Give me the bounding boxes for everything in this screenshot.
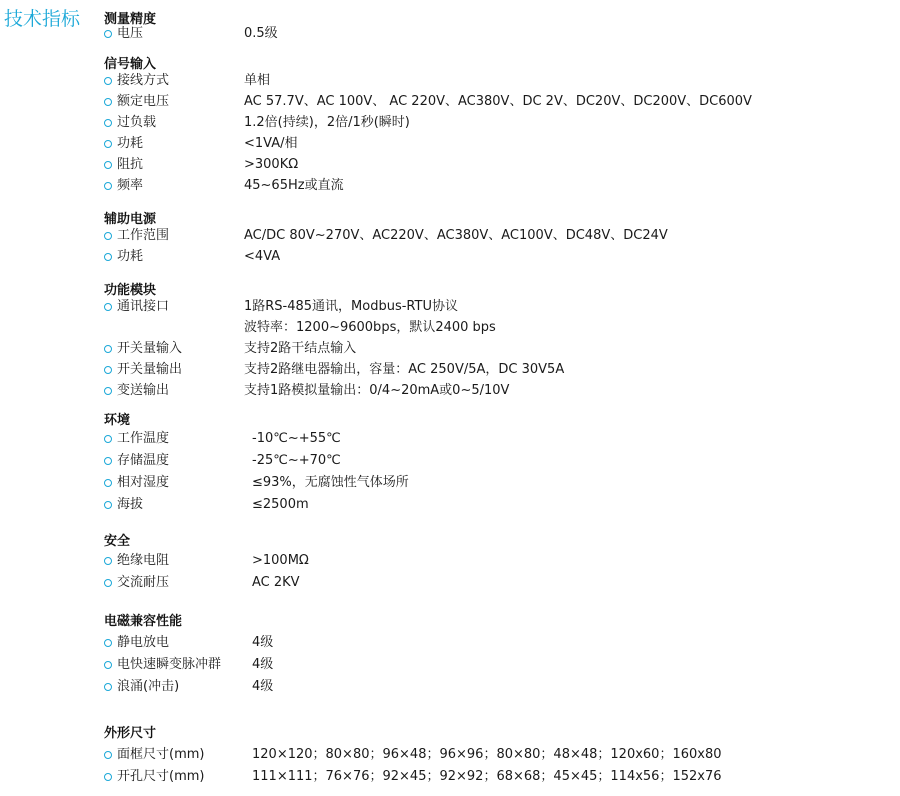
spec-label: 开关量输出 [117,362,183,377]
spec-label: 开孔尺寸(mm) [117,769,205,784]
bullet-icon [104,77,112,85]
spec-label: 功耗 [117,249,144,264]
spec-value: <1VA/相 [244,136,298,151]
spec-value: 111×111；76×76；92×45；92×92；68×68；45×45；114x56；152x76 [252,769,722,784]
spec-label: 变送输出 [117,383,170,398]
spec-label: 功耗 [117,136,144,151]
section-title-env: 环境 [104,413,131,428]
spec-value: >100MΩ [252,553,309,568]
bullet-icon [104,232,112,240]
bullet-icon [104,457,112,465]
bullet-icon [104,182,112,190]
section-title-aux: 辅助电源 [104,212,157,227]
spec-label: 静电放电 [117,635,170,650]
spec-label: 相对湿度 [117,475,170,490]
spec-value: -10℃~+55℃ [252,431,341,446]
spec-value: <4VA [244,249,281,264]
spec-value: 单相 [244,73,271,88]
bullet-icon [104,661,112,669]
bullet-icon [104,253,112,261]
bullet-icon [104,751,112,759]
spec-value: 4级 [252,679,274,694]
bullet-icon [104,501,112,509]
spec-label: 交流耐压 [117,575,170,590]
bullet-icon [104,366,112,374]
spec-value: -25℃~+70℃ [252,453,341,468]
bullet-icon [104,303,112,311]
spec-value: 120×120；80×80；96×48；96×96；80×80；48×48；120x60；160x80 [252,747,722,762]
spec-label: 海拔 [117,497,144,512]
spec-value: 4级 [252,657,274,672]
bullet-icon [104,773,112,781]
spec-value: AC/DC 80V~270V、AC220V、AC380V、AC100V、DC48V、DC24V [244,228,668,243]
page-title: 技术指标 [4,8,81,30]
bullet-icon [104,119,112,127]
bullet-icon [104,479,112,487]
bullet-icon [104,98,112,106]
section-title-emc: 电磁兼容性能 [104,614,183,629]
section-title-signal: 信号输入 [104,57,157,72]
spec-label: 存储温度 [117,453,170,468]
bullet-icon [104,30,112,38]
spec-label: 频率 [117,178,144,193]
spec-label: 工作温度 [117,431,170,446]
bullet-icon [104,345,112,353]
spec-label: 接线方式 [117,73,170,88]
spec-value: 支持2路干结点输入 [244,341,357,356]
section-title-size: 外形尺寸 [104,726,157,741]
spec-value-continued: 波特率：1200~9600bps，默认2400 bps [244,320,496,335]
spec-label: 阻抗 [117,157,144,172]
bullet-icon [104,683,112,691]
spec-label: 电压 [117,26,144,41]
spec-value: 支持1路模拟量输出：0/4~20mA或0~5/10V [244,383,510,398]
section-title-measure: 测量精度 [104,12,157,27]
spec-label: 开关量输入 [117,341,183,356]
bullet-icon [104,579,112,587]
spec-label: 浪涌(冲击) [117,679,180,694]
bullet-icon [104,161,112,169]
bullet-icon [104,639,112,647]
section-title-func: 功能模块 [104,283,157,298]
bullet-icon [104,557,112,565]
spec-value: AC 57.7V、AC 100V、 AC 220V、AC380V、DC 2V、DC20V、DC200V、DC600V [244,94,752,109]
spec-label: 通讯接口 [117,299,170,314]
spec-value: 0.5级 [244,26,278,41]
spec-value: 支持2路继电器输出，容量：AC 250V/5A，DC 30V5A [244,362,565,377]
bullet-icon [104,140,112,148]
bullet-icon [104,435,112,443]
spec-value: 4级 [252,635,274,650]
spec-value: >300KΩ [244,157,299,172]
section-title-safety: 安全 [104,534,131,549]
spec-label: 绝缘电阻 [117,553,170,568]
spec-label: 过负载 [117,115,157,130]
spec-label: 额定电压 [117,94,170,109]
spec-value: ≤2500m [252,497,309,512]
spec-value: 45~65Hz或直流 [244,178,344,193]
spec-value: ≤93%，无腐蚀性气体场所 [252,475,409,490]
spec-label: 电快速瞬变脉冲群 [117,657,222,672]
spec-value: 1路RS-485通讯，Modbus-RTU协议 [244,299,458,314]
spec-label: 面框尺寸(mm) [117,747,205,762]
spec-label: 工作范围 [117,228,170,243]
spec-value: 1.2倍(持续)，2倍/1秒(瞬时) [244,115,410,130]
bullet-icon [104,387,112,395]
spec-value: AC 2KV [252,575,300,590]
